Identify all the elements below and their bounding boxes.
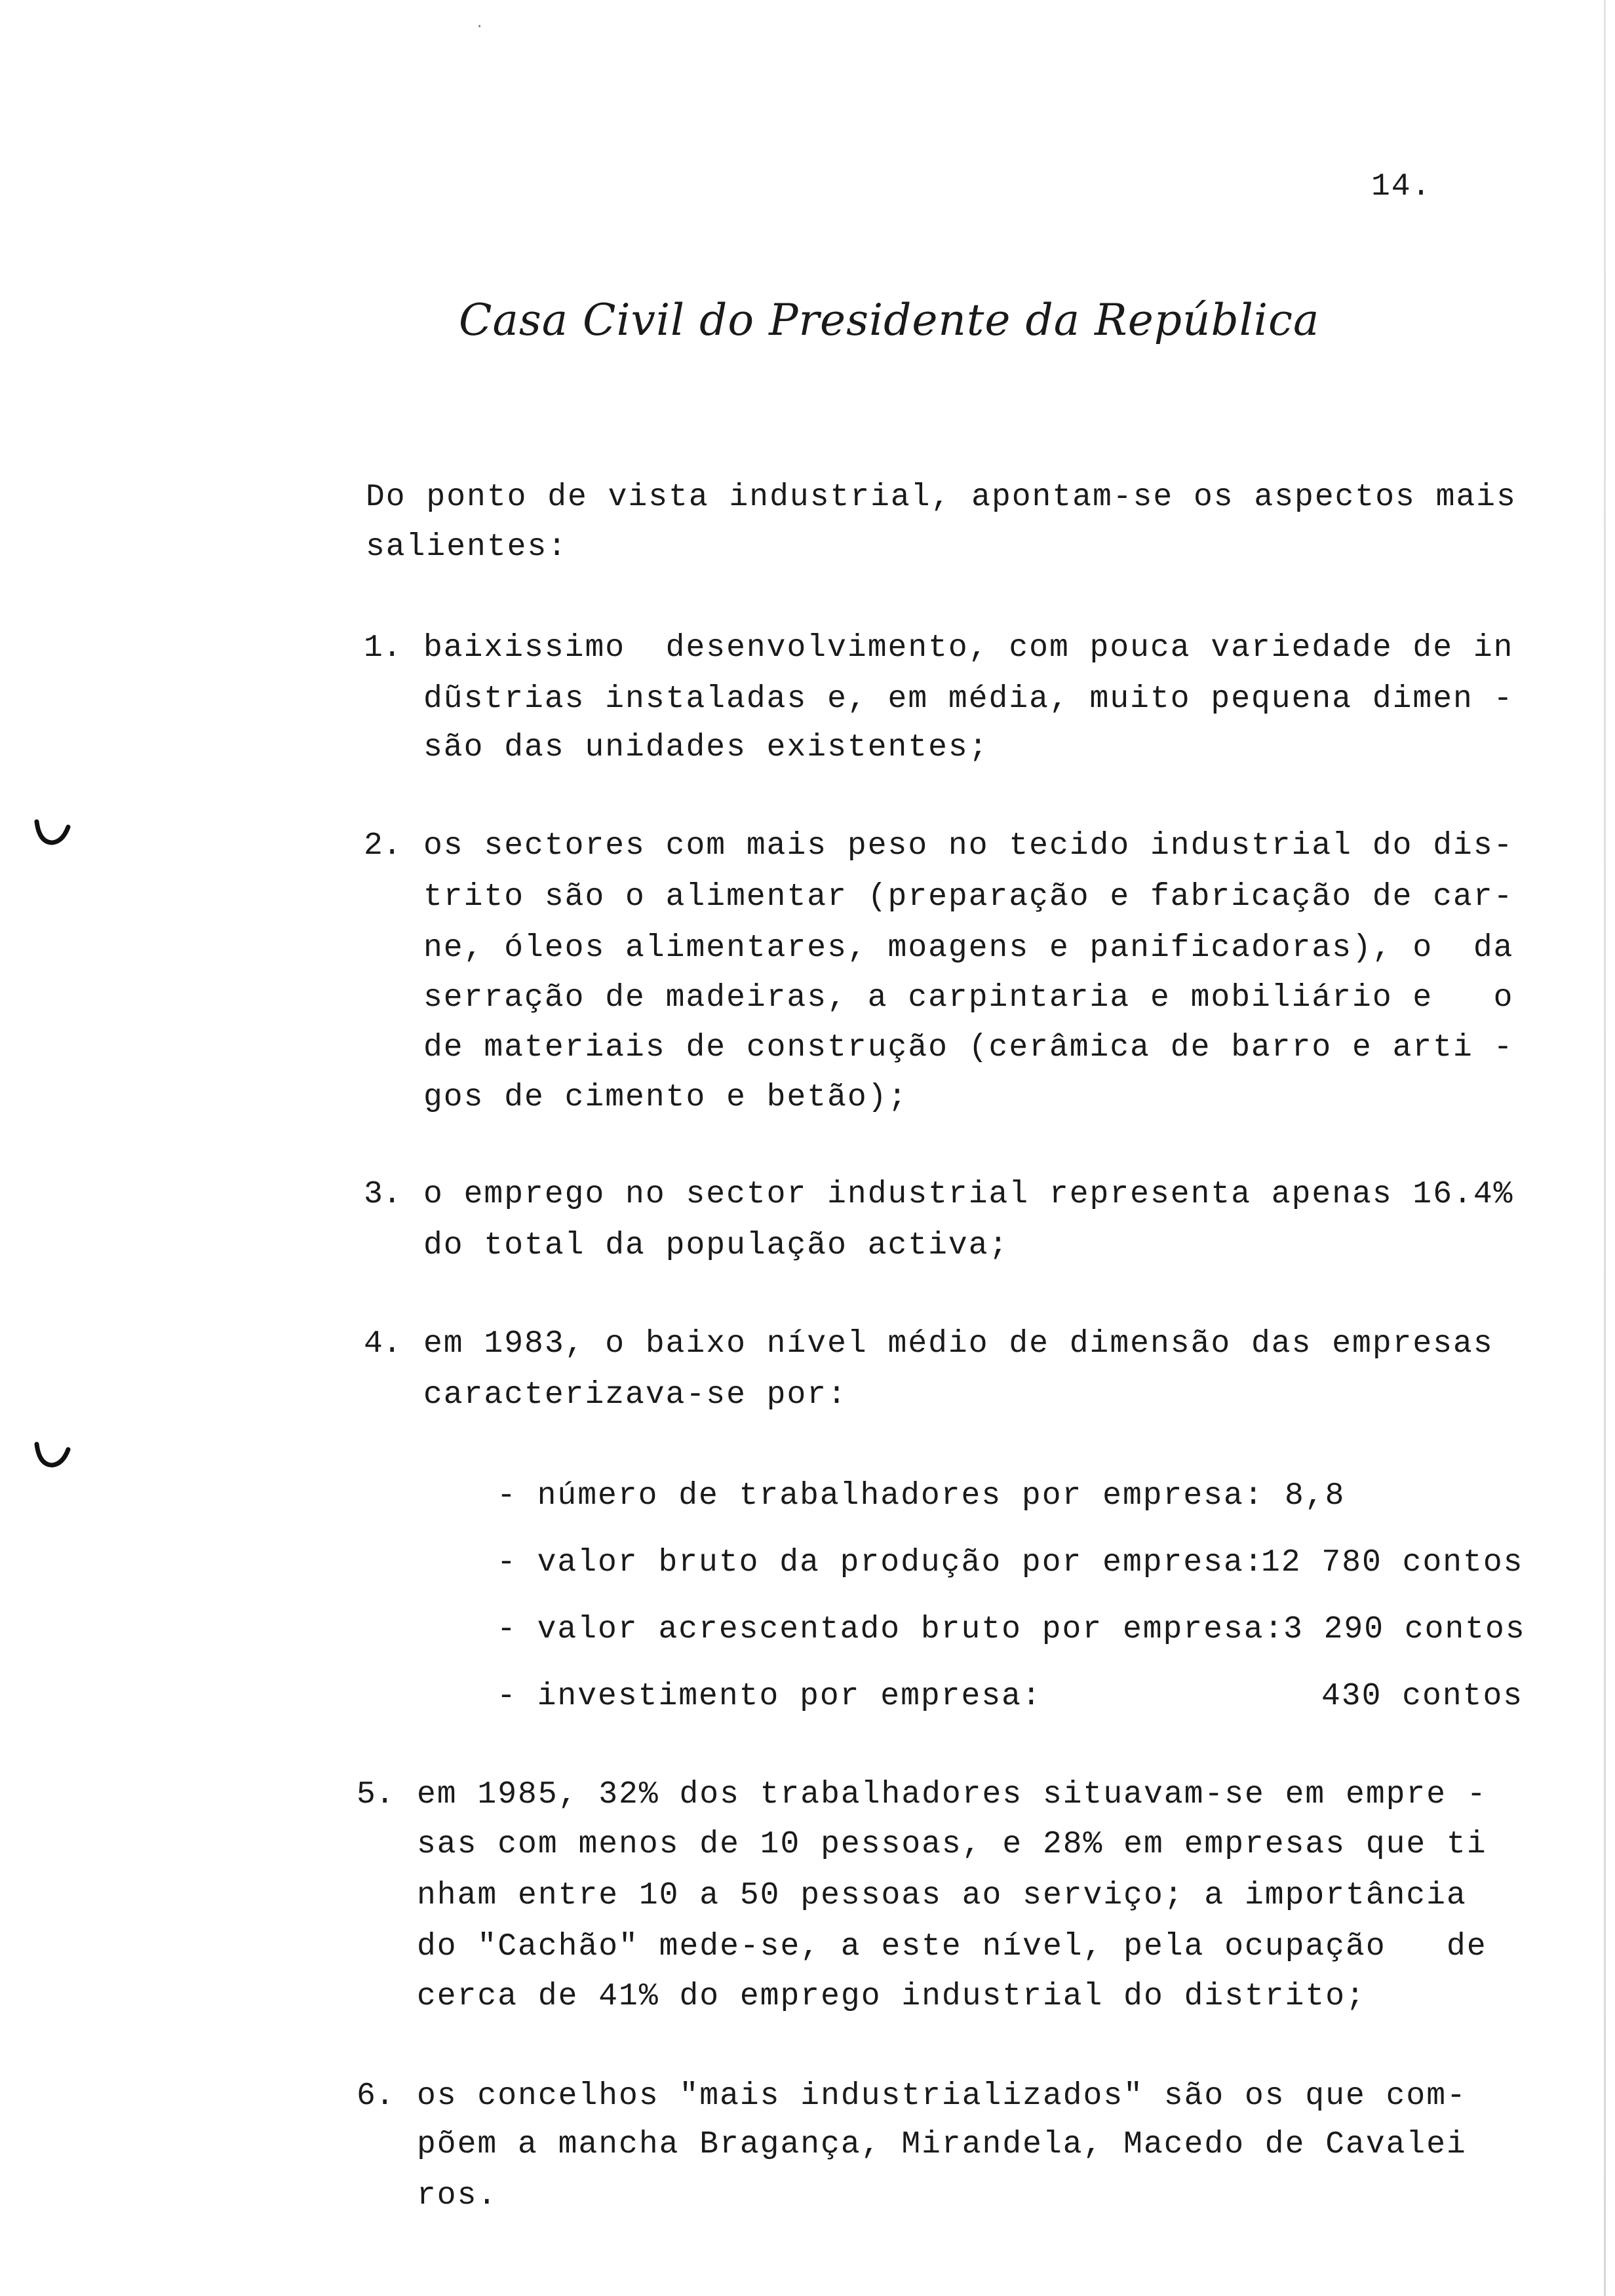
- item-line: os concelhos "mais industrializados" são os que com-: [417, 2078, 1467, 2114]
- item-line: gos de cimento e betão);: [423, 1080, 908, 1115]
- item-line: cerca de 41% do emprego industrial do distrito;: [417, 1979, 1366, 2014]
- item-number: 2.: [364, 828, 402, 864]
- item-line: caracterizava-se por:: [423, 1377, 847, 1413]
- item-line: nham entre 10 a 50 pessoas ao serviço; a importância: [417, 1878, 1467, 1913]
- item-line: serração de madeiras, a carpintaria e mobiliário e o: [423, 980, 1514, 1016]
- sub-item-label: - número de trabalhadores por empresa:: [497, 1478, 1264, 1514]
- item-line: trito são o alimentar (preparação e fabricação de car-: [423, 879, 1514, 915]
- item-line: ros.: [417, 2178, 498, 2213]
- intro-line: Do ponto de vista industrial, apontam-se os aspectos mais: [366, 480, 1517, 515]
- item-line: em 1983, o baixo nível médio de dimensão das empresas: [423, 1326, 1494, 1362]
- sub-item-value: 12 780 contos: [1261, 1545, 1524, 1580]
- sub-item-label: - valor acrescentado bruto por empresa:: [497, 1612, 1285, 1647]
- item-line: põem a mancha Bragança, Mirandela, Macedo de Cavalei: [417, 2127, 1467, 2162]
- item-line: baixissimo desenvolvimento, com pouca variedade de in: [423, 630, 1514, 666]
- item-line: do total da população activa;: [423, 1228, 1009, 1263]
- sub-item-label: - valor bruto da produção por empresa:: [497, 1545, 1264, 1580]
- item-line: dũstrias instaladas e, em média, muito pequena dimen -: [423, 681, 1514, 717]
- item-number: 1.: [364, 630, 402, 666]
- sub-item-value: 8,8: [1285, 1478, 1346, 1514]
- sub-item-value: 430 contos: [1321, 1679, 1524, 1714]
- item-number: 5.: [357, 1777, 395, 1812]
- sub-item-value: 3 290 contos: [1283, 1612, 1526, 1647]
- page-number: 14.: [1371, 169, 1432, 204]
- item-line: os sectores com mais peso no tecido industrial do dis-: [423, 828, 1514, 864]
- scan-speck: ·: [475, 18, 484, 35]
- item-line: do "Cachão" mede-se, a este nível, pela ocupação de: [417, 1929, 1487, 1964]
- item-line: de materiais de construção (cerâmica de barro e arti -: [423, 1030, 1514, 1065]
- punch-hole-mark: [33, 813, 71, 851]
- item-line: ne, óleos alimentares, moagens e panificadoras), o da: [423, 930, 1514, 966]
- item-line: são das unidades existentes;: [423, 730, 989, 765]
- item-line: sas com menos de 10 pessoas, e 28% em empresas que ti: [417, 1827, 1487, 1862]
- intro-line: salientes:: [366, 529, 568, 565]
- letterhead: Casa Civil do Presidente da República: [459, 295, 1320, 345]
- item-line: em 1985, 32% dos trabalhadores situavam-se em empre -: [417, 1777, 1487, 1812]
- item-number: 3.: [364, 1177, 402, 1212]
- item-number: 6.: [357, 2078, 395, 2114]
- sub-item-label: - investimento por empresa:: [497, 1679, 1042, 1714]
- item-line: o emprego no sector industrial representa apenas 16.4%: [423, 1177, 1514, 1212]
- item-number: 4.: [364, 1326, 402, 1362]
- page-edge: [1604, 0, 1606, 2296]
- punch-hole-mark: [33, 1435, 71, 1473]
